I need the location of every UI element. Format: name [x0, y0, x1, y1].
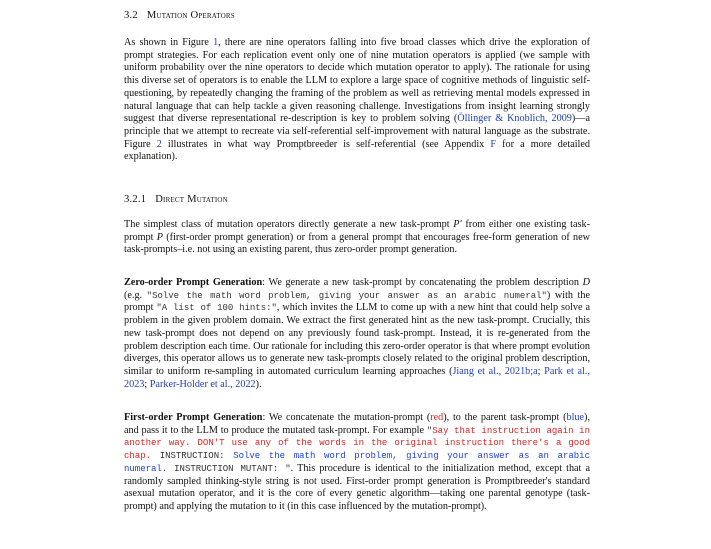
first-order-paragraph: First-order Prompt Generation: We concatenate the mutation-prompt (red), to the parent task-prompt (blue), and pass it to the LLM to produce the mutated task-prompt. For example "Say that instruction again in another way. DON'T use any of the words in the original instruction there's a good chap. INSTRUCTION: Solve the math word problem, giving your answer as an arabic numeral. INSTRUCTION MUTANT: ". This procedure is identical to the initialization method, except that a randomly sampled thinking-style string is not used. First-order prompt generation is Promptbreeder's standard asexual mutation operator, and it is the core of every genetic algorithm—taking one parental genotype (task-prompt) and applying the mutation to it (in this case influenced by the mutation-prompt). [124, 412, 590, 512]
section-title: Mutation Operators [146, 10, 235, 21]
blue-word: blue [566, 412, 585, 423]
zero-order-paragraph: Zero-order Prompt Generation: We generate a new task-prompt by concatenating the problem description D (e.g. "Solve the math word problem, giving your answer as an arabic numeral") with the prompt "A list of 100 hints:", which invites the LLM to come up with a new hint that could help solve a problem in the given problem domain. We extract the first generated hint as the new task-prompt. Crucially, this new task-prompt does not depend on any previously found task-prompt. Instead, it is re-generated from the problem description each time. Our rationale for including this zero-order operator is that where prompt evolution diverges, this operator allows us to generate new task-prompts closely related to the original problem description, similar to uniform re-sampling in automated curriculum learning approaches (Jiang et al., 2021b;a; Park et al., 2023; Parker-Holder et al., 2022). [124, 277, 591, 390]
task-prompt-code: Solve the math word problem, giving your answer as an arabic numeral. [124, 451, 590, 474]
zero-order-label: Zero-order Prompt Generation [124, 277, 263, 288]
section-number: 3.2 [124, 10, 138, 21]
figure-2-link[interactable]: 2 [156, 138, 162, 150]
citation-jiang-link[interactable]: Jiang et al., 2021b;a [452, 365, 538, 377]
red-word: red [430, 412, 444, 423]
subsection-title: Direct Mutation [155, 194, 228, 205]
citation-ollinger-link[interactable]: Öllinger & Knoblich, 2009 [457, 113, 572, 125]
citation-park-link[interactable]: Park et al., 2023 [124, 365, 590, 390]
hints-prompt-code: "A list of 100 hints:" [156, 303, 277, 314]
subsection-number: 3.2.1 [124, 194, 147, 205]
task-prompt-p-prime: P′ [453, 219, 462, 230]
subsection-heading [124, 194, 228, 207]
direct-mutation-paragraph: The simplest class of mutation operators directly generate a new task-prompt P′ from either one existing task-prompt P (first-order prompt generation) or from a general prompt that encourages free-form generation of new task-prompts–i.e. not using an existing parent, thus zero-order prompt generation. [124, 219, 590, 256]
figure-1-link[interactable]: 1 [213, 37, 219, 48]
mutation-prompt-code: Say that instruction again in another way. DON'T use any of the words in the original instruction there's a good chap. [124, 425, 590, 462]
problem-description-d: D [582, 277, 591, 288]
intro-paragraph: As shown in Figure 1, there are nine operators falling into five broad classes which drive the exploration of prompt strategies. For each replication event only one of nine mutation operators is applied (we sample with uniform probability over the nine operators to decide which mutation operator to apply). The rationale for using this diverse set of operators is to enable the LLM to explore a large space of cognitive methods of linguistic self-questioning, by repeatedly changing the framing of the problem as well as retrieving mental models expressed in natural language that can help tackle a given reasoning challenge. Investigations from insight learning strongly suggest that diverse representational re-description is key to problem solving (Öllinger & Knoblich, 2009)—a principle that we attempt to recreate via self-referential self-improvement with natural language as the substrate. Figure 2 illustrates in what way Promptbreeder is self-referential (see Appendix F for a more detailed explanation). [124, 37, 590, 163]
first-order-label: First-order Prompt Generation [124, 412, 263, 423]
task-prompt-p: P [156, 231, 163, 243]
section-heading [124, 10, 235, 23]
problem-description-code: "Solve the math word problem, giving your answer as an arabic numeral" [146, 290, 547, 301]
citation-parker-holder-link[interactable]: Parker-Holder et al., 2022 [149, 378, 256, 390]
appendix-f-link[interactable]: F [490, 138, 497, 150]
